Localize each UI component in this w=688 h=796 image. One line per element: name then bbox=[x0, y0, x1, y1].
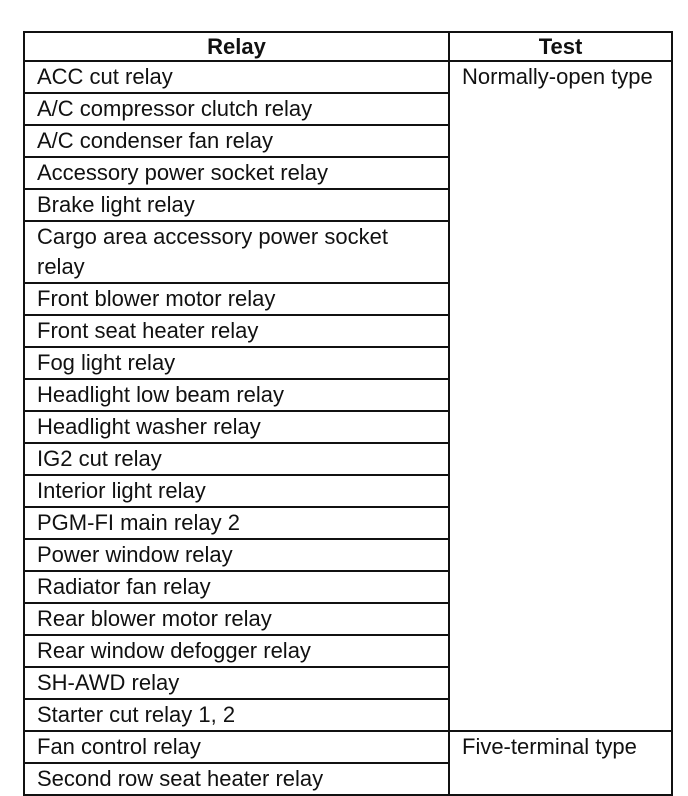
relay-test-table bbox=[23, 31, 673, 796]
relay-cell: Front blower motor relay bbox=[24, 283, 449, 315]
relay-cell: Headlight low beam relay bbox=[24, 379, 449, 411]
relay-cell: Starter cut relay 1, 2 bbox=[24, 699, 449, 731]
relay-cell: Accessory power socket relay bbox=[24, 157, 449, 189]
relay-cell: SH-AWD relay bbox=[24, 667, 449, 699]
relay-cell: PGM-FI main relay 2 bbox=[24, 507, 449, 539]
relay-cell: Interior light relay bbox=[24, 475, 449, 507]
relay-cell: Rear window defogger relay bbox=[24, 635, 449, 667]
relay-cell: Cargo area accessory power socket relay bbox=[24, 221, 449, 283]
relay-cell: Rear blower motor relay bbox=[24, 603, 449, 635]
relay-cell: Fog light relay bbox=[24, 347, 449, 379]
table-row bbox=[24, 61, 672, 93]
relay-cell: Front seat heater relay bbox=[24, 315, 449, 347]
relay-cell: A/C condenser fan relay bbox=[24, 125, 449, 157]
header-test: Test bbox=[449, 32, 672, 61]
test-cell: Normally-open type bbox=[449, 61, 672, 731]
test-cell: Five-terminal type bbox=[449, 731, 672, 795]
relay-cell: ACC cut relay bbox=[24, 61, 449, 93]
relay-cell: Radiator fan relay bbox=[24, 571, 449, 603]
relay-cell: IG2 cut relay bbox=[24, 443, 449, 475]
relay-cell: Brake light relay bbox=[24, 189, 449, 221]
header-relay: Relay bbox=[24, 32, 449, 61]
relay-cell: A/C compressor clutch relay bbox=[24, 93, 449, 125]
relay-cell: Power window relay bbox=[24, 539, 449, 571]
table-body bbox=[24, 61, 672, 795]
table-row bbox=[24, 731, 672, 763]
relay-cell: Headlight washer relay bbox=[24, 411, 449, 443]
relay-cell: Second row seat heater relay bbox=[24, 763, 449, 795]
relay-cell: Fan control relay bbox=[24, 731, 449, 763]
table-header-row bbox=[24, 32, 672, 61]
